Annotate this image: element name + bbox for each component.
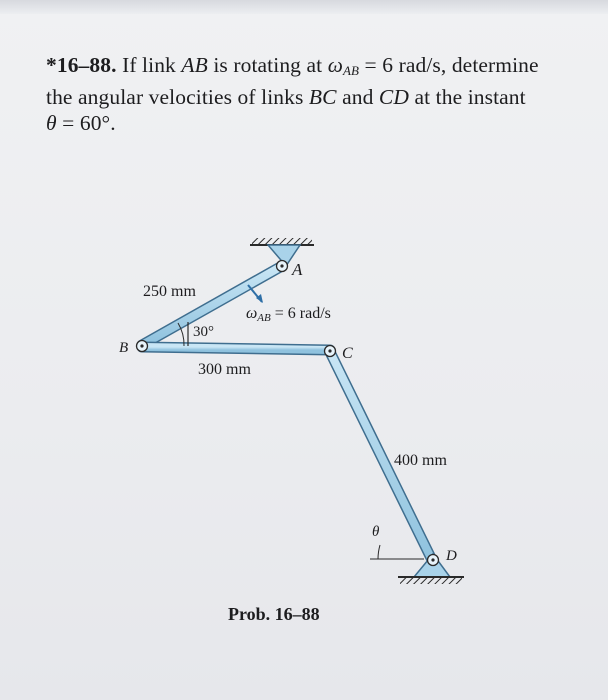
label-d: D — [446, 548, 457, 564]
problem-text: at the instant — [408, 85, 526, 109]
figure-caption: Prob. 16–88 — [228, 604, 320, 624]
dimension-bc: 300 mm — [198, 361, 251, 378]
omega-ab-label — [246, 305, 331, 324]
problem-text: the angular velocities of links — [46, 85, 309, 109]
label-a: A — [292, 260, 303, 279]
ground-hatch — [400, 577, 462, 584]
problem-text: and — [336, 85, 379, 109]
theta-arc — [378, 545, 380, 559]
dimension-cd: 400 mm — [394, 452, 447, 469]
problem-text: = 60°. — [56, 111, 116, 135]
theta-symbol: θ — [46, 111, 57, 135]
link-cd-ref: CD — [378, 85, 409, 109]
theta-label: θ — [372, 524, 380, 540]
pin-d-center — [431, 558, 434, 561]
link-bc-ref: BC — [308, 85, 337, 109]
omega-symbol: ω — [327, 53, 343, 77]
problem-text: If link — [122, 53, 182, 77]
pin-c-center — [328, 349, 331, 352]
problem-text: is rotating at — [207, 53, 328, 77]
problem-text: = 6 rad/s, determine — [359, 53, 539, 77]
ceiling-hatch — [252, 238, 312, 245]
problem-number: *16–88. — [46, 53, 117, 77]
omega-subscript: AB — [342, 63, 360, 78]
omega-ab-symbol: ω — [246, 305, 258, 322]
label-c: C — [342, 345, 353, 362]
dimension-ab: 250 mm — [143, 283, 196, 300]
label-b: B — [119, 340, 129, 356]
omega-ab-subscript: AB — [257, 312, 271, 324]
link-ab-ref: AB — [181, 53, 208, 77]
link-bc — [142, 347, 330, 350]
omega-ab-value: = 6 rad/s — [270, 305, 331, 322]
angle-30-label: 30° — [193, 324, 214, 340]
pin-a-center — [280, 264, 283, 267]
pin-b-center — [140, 344, 143, 347]
